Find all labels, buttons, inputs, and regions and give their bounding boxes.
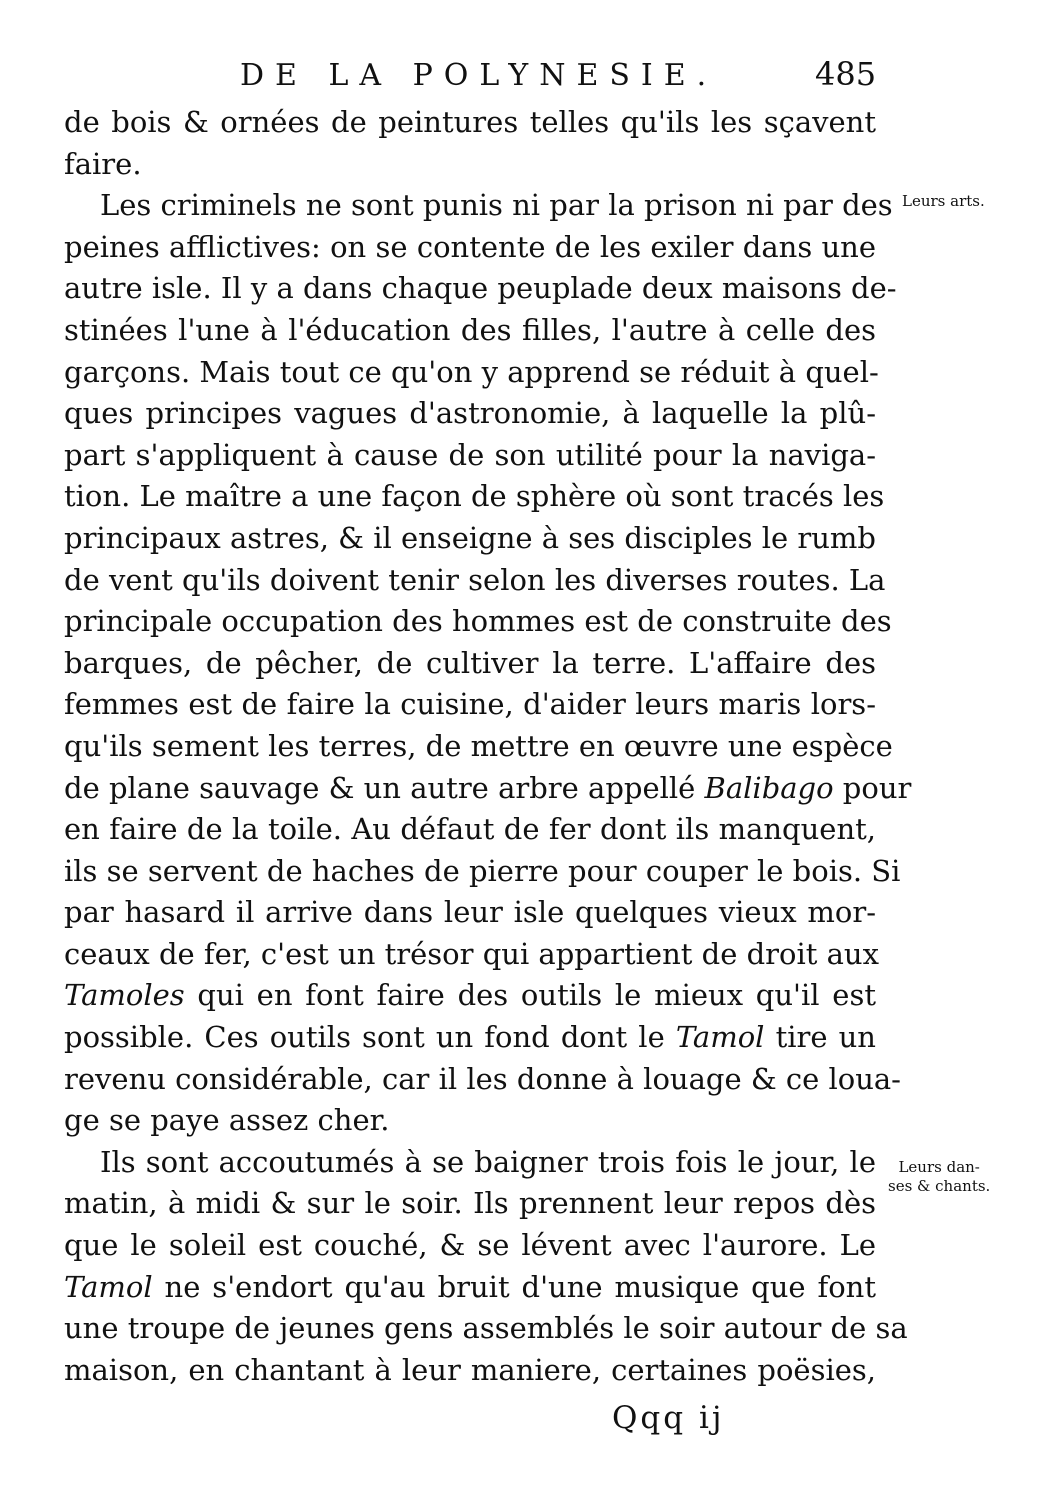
text-line bbox=[64, 726, 893, 768]
line-segment: ques principes vagues d'astronomie, à laquelle la plû- bbox=[64, 396, 876, 431]
text-line bbox=[64, 560, 886, 602]
line-segment: principaux astres, & il enseigne à ses disciples le rumb bbox=[64, 520, 876, 555]
margin-note-text: Leurs dan- bbox=[898, 1158, 980, 1176]
italic-term: Tamol bbox=[675, 1020, 765, 1055]
text-line bbox=[64, 975, 876, 1017]
line-segment: de plane sauvage & un autre arbre appellé bbox=[64, 770, 705, 805]
margin-note-arts bbox=[902, 192, 985, 211]
text-line bbox=[64, 435, 876, 477]
line-segment: matin, à midi & sur le soir. Ils prennent leur repos dès bbox=[64, 1186, 876, 1221]
line-segment: peines afflictives: on se contente de les exiler dans une bbox=[64, 229, 876, 264]
italic-term: Tamol bbox=[64, 1269, 153, 1304]
line-segment: femmes est de faire la cuisine, d'aider leurs maris lors- bbox=[64, 687, 876, 722]
line-segment: faire. bbox=[64, 146, 142, 181]
text-line bbox=[64, 144, 876, 186]
text-line bbox=[64, 643, 876, 685]
margin-note-text: ses & chants. bbox=[888, 1177, 991, 1195]
text-line bbox=[64, 227, 876, 269]
margin-note-dances bbox=[888, 1158, 990, 1196]
text-line bbox=[64, 1308, 908, 1350]
signature-mark: Qqq ij bbox=[612, 1400, 725, 1436]
line-segment: de bois & ornées de peintures telles qu'ils les sçavent bbox=[64, 105, 876, 139]
line-segment: qu'ils sement les terres, de mettre en œuvre une espèce bbox=[64, 728, 893, 763]
line-segment: pour bbox=[833, 770, 912, 805]
text-line bbox=[64, 934, 879, 976]
page-number: 485 bbox=[815, 55, 877, 93]
line-segment: garçons. Mais tout ce qu'on y apprend se réduit à quel- bbox=[64, 354, 879, 389]
line-segment: ceaux de fer, c'est un trésor qui appartient de droit aux bbox=[64, 936, 879, 971]
line-segment: barques, de pêcher, de cultiver la terre. L'affaire des bbox=[64, 645, 876, 680]
text-line bbox=[64, 1059, 901, 1101]
line-segment: ils se servent de haches de pierre pour couper le bois. Si bbox=[64, 853, 901, 888]
text-line bbox=[64, 352, 879, 394]
margin-note-text: Leurs arts. bbox=[902, 192, 985, 210]
paragraph-start-line bbox=[64, 1142, 876, 1184]
line-segment: Ils sont accoutumés à se baigner trois fois le jour, le bbox=[100, 1144, 876, 1179]
text-line bbox=[64, 684, 876, 726]
paragraph-start-line bbox=[64, 185, 893, 227]
text-line bbox=[64, 268, 897, 310]
line-segment: revenu considérable, car il les donne à louage & ce loua- bbox=[64, 1061, 901, 1096]
line-segment: part s'appliquent à cause de son utilité pour la naviga- bbox=[64, 437, 876, 472]
line-segment: possible. Ces outils sont un fond dont le bbox=[64, 1020, 676, 1055]
line-segment: tion. Le maître a une façon de sphère où sont tracés les bbox=[64, 479, 885, 514]
text-line bbox=[64, 1100, 876, 1142]
line-segment: tire un bbox=[764, 1020, 876, 1055]
line-segment: principale occupation des hommes est de construite des bbox=[64, 604, 892, 639]
line-segment: de vent qu'ils doivent tenir selon les diverses routes. La bbox=[64, 562, 886, 597]
text-line bbox=[64, 809, 876, 851]
line-segment: stinées l'une à l'éducation des filles, l'autre à celle des bbox=[64, 312, 876, 347]
body-text bbox=[64, 102, 912, 1391]
text-line bbox=[64, 892, 876, 934]
line-segment: par hasard il arrive dans leur isle quelques vieux mor- bbox=[64, 895, 876, 930]
line-segment: en faire de la toile. Au défaut de fer dont ils manquent, bbox=[64, 812, 876, 847]
line-segment: une troupe de jeunes gens assemblés le soir autour de sa bbox=[64, 1311, 908, 1346]
text-line bbox=[64, 1267, 876, 1309]
text-line bbox=[64, 102, 876, 144]
text-line bbox=[64, 310, 876, 352]
line-segment: Les criminels ne sont punis ni par la prison ni par des bbox=[100, 188, 893, 223]
text-line bbox=[64, 518, 876, 560]
line-segment: que le soleil est couché, & se lévent avec l'aurore. Le bbox=[64, 1228, 876, 1263]
text-line bbox=[64, 1017, 876, 1059]
text-line bbox=[64, 851, 901, 893]
text-line bbox=[64, 393, 876, 435]
italic-term: Tamoles bbox=[64, 978, 185, 1013]
text-line bbox=[64, 1183, 876, 1225]
line-segment: ge se paye assez cher. bbox=[64, 1103, 390, 1138]
running-title: DE LA POLYNESIE. bbox=[240, 58, 718, 93]
text-line bbox=[64, 1350, 876, 1392]
italic-term: Balibago bbox=[704, 770, 834, 805]
text-line bbox=[64, 1225, 876, 1267]
line-segment: autre isle. Il y a dans chaque peuplade deux maisons de- bbox=[64, 271, 897, 306]
text-line bbox=[64, 768, 912, 810]
line-segment: maison, en chantant à leur maniere, certaines poësies, bbox=[64, 1352, 876, 1387]
line-segment: qui en font faire des outils le mieux qu'il est bbox=[184, 978, 876, 1013]
line-segment: ne s'endort qu'au bruit d'une musique que font bbox=[152, 1269, 876, 1304]
text-line bbox=[64, 601, 892, 643]
text-line bbox=[64, 476, 885, 518]
